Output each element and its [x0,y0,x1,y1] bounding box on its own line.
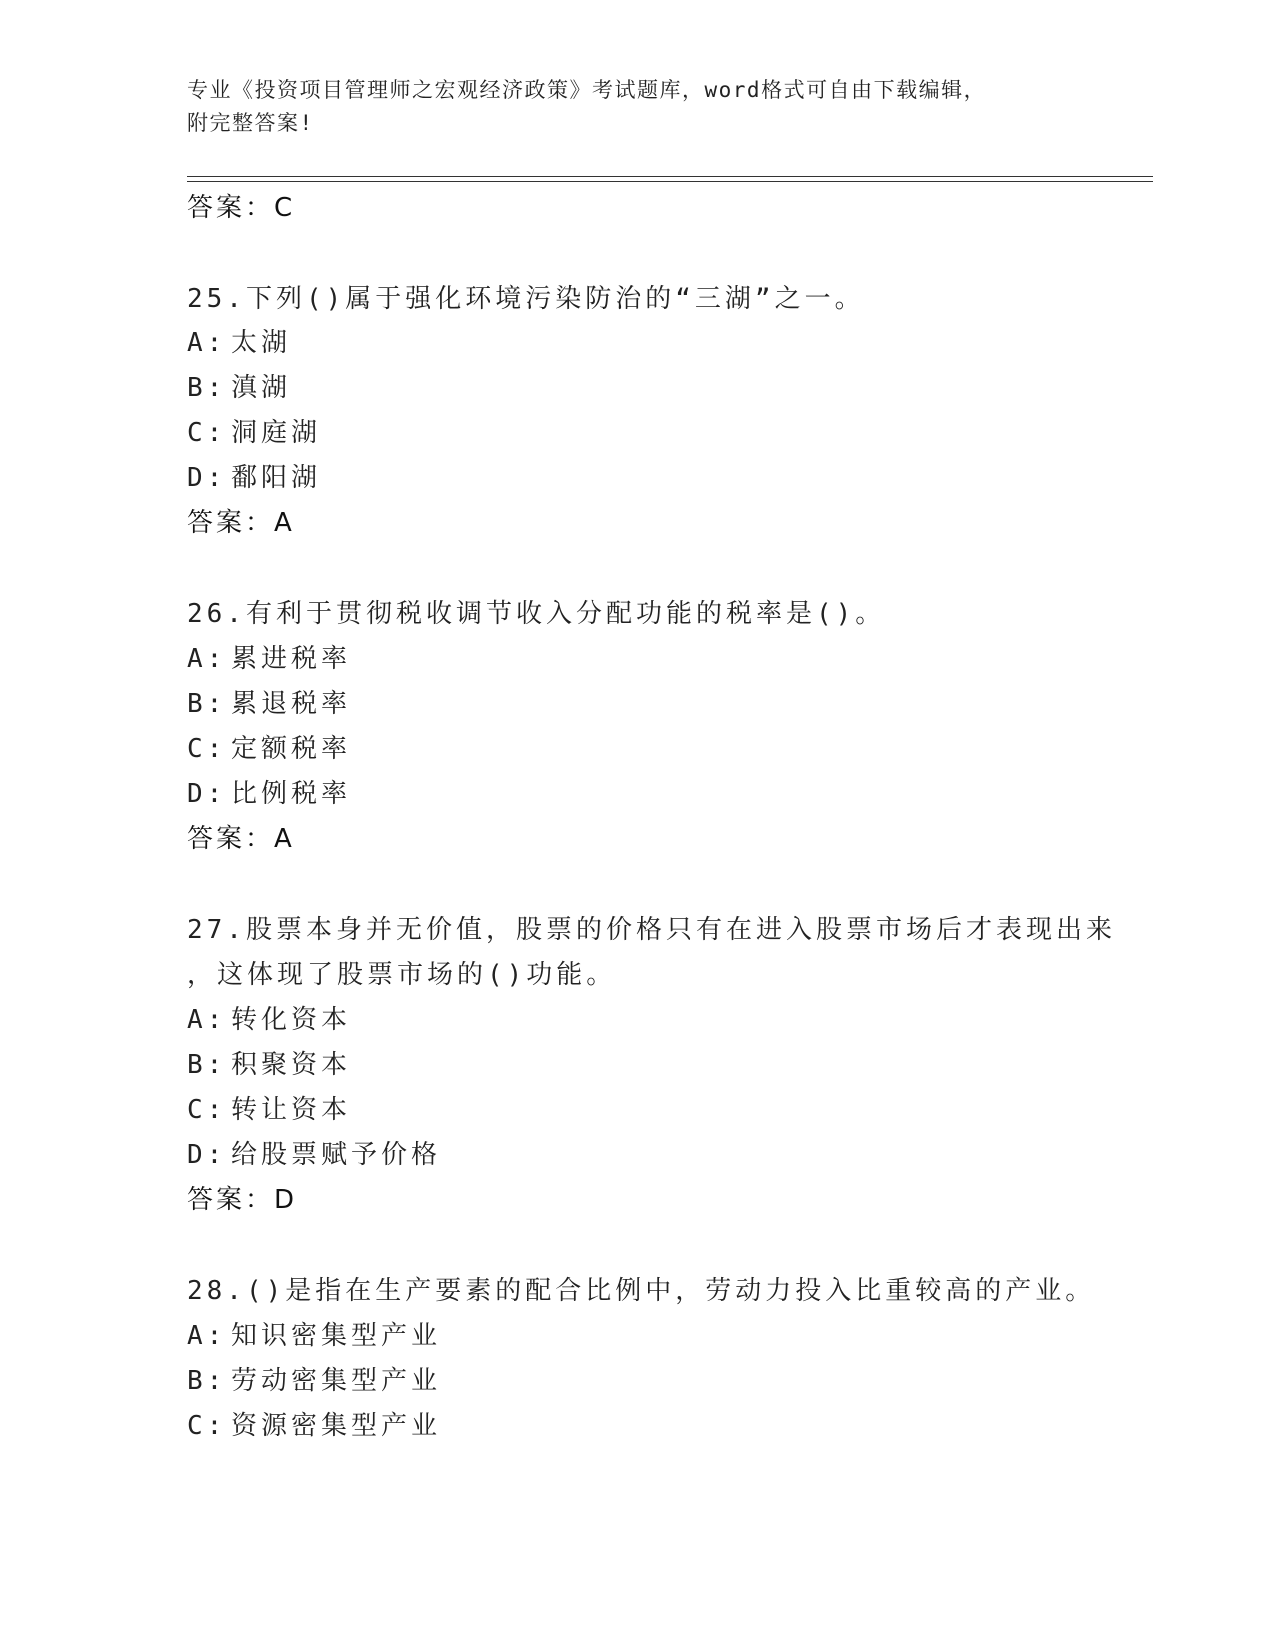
option-text: 劳动密集型产业 [231,1366,442,1396]
option-letter: D: [187,1140,227,1170]
option-a [187,1004,351,1036]
question-stem-continued: ，这体现了股票市场的()功能。 [187,960,617,990]
option-c [187,733,351,765]
answer: 答案：D [187,1185,298,1215]
option-d [187,778,351,810]
option-letter: C: [187,418,227,448]
answer: 答案：A [187,824,295,854]
option-a [187,643,351,675]
option-letter: A: [187,1321,227,1351]
option-letter: A: [187,1005,227,1035]
option-letter: C: [187,734,227,764]
option-letter: A: [187,328,227,358]
option-b [187,372,291,404]
header-line-2: 附完整答案! [187,111,314,135]
answer: 答案：A [187,508,295,538]
option-text: 知识密集型产业 [231,1321,442,1351]
option-text: 转让资本 [231,1095,352,1125]
option-letter: D: [187,463,227,493]
option-c [187,1410,441,1442]
option-text: 鄱阳湖 [231,463,322,493]
header-divider-top [187,176,1153,177]
question-stem: 26.有利于贯彻税收调节收入分配功能的税率是()。 [187,599,886,629]
option-letter: C: [187,1095,227,1125]
option-letter: B: [187,1050,227,1080]
question-stem: 27.股票本身并无价值，股票的价格只有在进入股票市场后才表现出来 [187,915,1116,945]
previous-answer: 答案：C [187,193,296,223]
option-text: 定额税率 [231,734,352,764]
option-b [187,688,351,720]
option-text: 转化资本 [231,1005,352,1035]
option-d [187,1139,441,1171]
question-stem: 25.下列()属于强化环境污染防治的“三湖”之一。 [187,284,865,314]
option-text: 累退税率 [231,689,352,719]
option-letter: B: [187,689,227,719]
option-text: 洞庭湖 [231,418,322,448]
option-a [187,1320,441,1352]
option-text: 给股票赋予价格 [231,1140,442,1170]
option-letter: C: [187,1411,227,1441]
option-letter: D: [187,779,227,809]
header-line-1: 专业《投资项目管理师之宏观经济政策》考试题库，word格式可自由下载编辑， [187,78,987,102]
option-text: 累进税率 [231,644,352,674]
option-b [187,1365,441,1397]
option-text: 太湖 [231,328,292,358]
option-b [187,1049,351,1081]
document-header [187,74,1087,140]
header-divider-bottom [187,181,1153,182]
option-letter: A: [187,644,227,674]
option-d [187,462,321,494]
question-stem: 28.()是指在生产要素的配合比例中，劳动力投入比重较高的产业。 [187,1276,1096,1306]
option-text: 资源密集型产业 [231,1411,442,1441]
option-text: 滇湖 [231,373,292,403]
option-letter: B: [187,1366,227,1396]
option-text: 积聚资本 [231,1050,352,1080]
option-letter: B: [187,373,227,403]
option-a [187,327,291,359]
option-text: 比例税率 [231,779,352,809]
option-c [187,1094,351,1126]
option-c [187,417,321,449]
